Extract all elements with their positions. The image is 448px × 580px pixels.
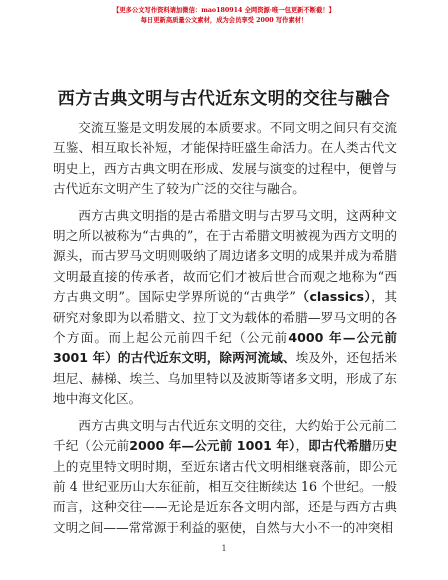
bold-text-run: （classics） <box>295 289 372 305</box>
text-run: 西方古典文明指的是古希腊文明与古罗马文明，这两种文明之所以被称为“古典的”，在于古希腊文明被视为西方文明的源头，而古罗马文明则吸纳了周边诸多文明的成果并成为希腊文明最直接的传承者，故而它们才被后世合而观之地称为“西方古典文明”。国际史学界所说的“古典学” <box>53 207 397 305</box>
bold-text-run: 即古代希腊 <box>308 438 372 454</box>
page-number: 1 <box>221 544 227 553</box>
bold-text-run: 2000 年—公元前 1001 年） <box>129 438 296 454</box>
document-title: 西方古典文明与古代近东文明的交往与融合 <box>57 89 391 109</box>
text-run: 埃及外，还包括米坦尼、赫梯、埃兰、乌加里特以及波斯等诸多文明，形成了东地中海文化区。 <box>53 350 398 407</box>
document-body <box>53 118 397 538</box>
promo-line-1: 【更多公文写作资料请加微信：mao180914 全网资源·唯一包更新不断截！】 <box>113 7 335 14</box>
paragraph <box>53 416 397 538</box>
text-run: 历 <box>371 438 385 454</box>
bold-text-run: 史 <box>384 438 398 454</box>
paragraph <box>53 118 397 200</box>
bold-text-run: 4000 年—公元前 3001 年）的古代近东文明，除两河流域、 <box>53 330 397 366</box>
promo-line-2: 每日更新高质量公文素材，成为会员享受 2000 写作素材！ <box>140 17 308 24</box>
text-run: ， <box>295 438 309 454</box>
promo-banner <box>0 6 448 26</box>
text-run: ，其研究对象即为以希腊文、拉丁文为载体的希腊—罗马文明的各个方面。而上起公元前四千纪（公元前 <box>53 289 397 346</box>
text-run: 西方古典文明与古代近东文明的交往，大约始于公元前二千纪（公元前 <box>53 417 397 454</box>
text-run: 交流互鉴是文明发展的本质要求。不同文明之间只有交流互鉴、相互取长补短，才能保持旺盛生命活力。在人类古代文明史上，西方古典文明在形成、发展与演变的过程中，便曾与古代近东文明产生了较为广泛的交往与融合。 <box>53 120 397 197</box>
text-run: 上的克里特文明时期，至近东诸古代文明相继衰落前，即公元前 4 世纪亚历山大东征前，相互交往断续达 16 个世纪。一般而言，这种交往——无论是近东各文明内部，还是与西方古典文明之间——常常源于利益的驱使，自然与大小不一的冲突相 <box>53 458 397 535</box>
paragraph <box>53 206 397 410</box>
